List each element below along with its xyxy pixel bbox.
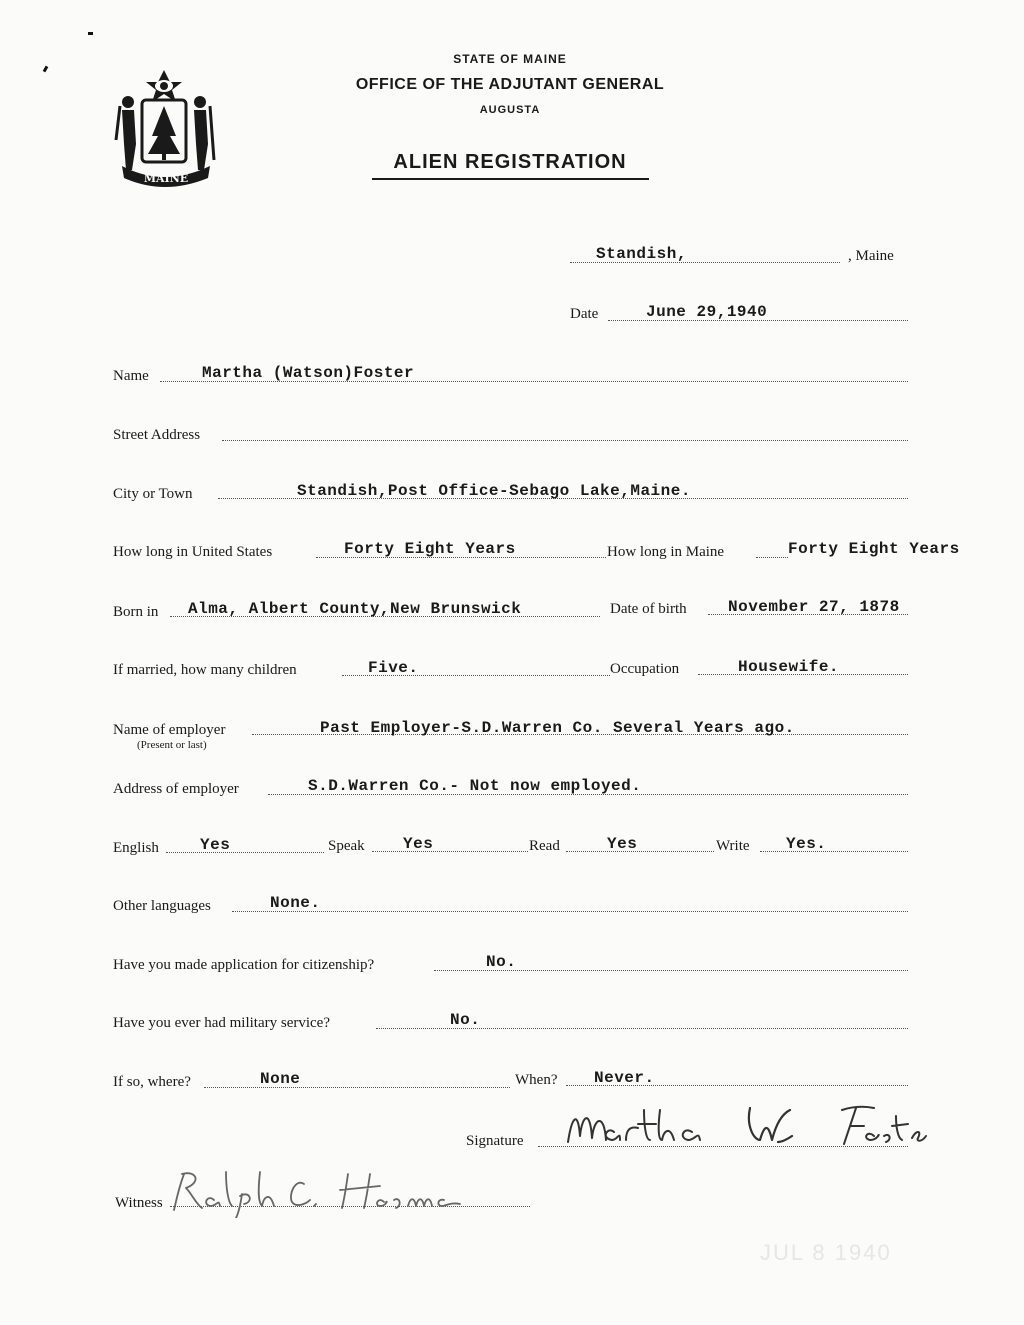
other-languages-line	[232, 911, 908, 912]
maine-state-seal-icon	[112, 66, 220, 190]
applicant-signature	[560, 1096, 932, 1156]
where-label: If so, where?	[113, 1074, 191, 1090]
employer-address-label: Address of employer	[113, 781, 239, 797]
dob-label: Date of birth	[610, 601, 687, 617]
english-label: English	[113, 840, 159, 856]
military-value: No.	[450, 1011, 481, 1029]
speak-line	[372, 851, 528, 852]
state-heading: STATE OF MAINE	[453, 52, 567, 66]
children-value: Five.	[368, 659, 419, 677]
write-line	[760, 851, 908, 852]
employer-label: Name of employer	[113, 722, 226, 738]
signature-text: Martha W Foster	[560, 1096, 567, 1097]
seal-label: MAINE	[143, 172, 189, 185]
english-value: Yes	[200, 836, 231, 854]
citizenship-value: No.	[486, 953, 517, 971]
where-value: None	[260, 1070, 301, 1088]
when-label: When?	[515, 1072, 558, 1088]
when-value: Never.	[594, 1069, 655, 1087]
city-label: City or Town	[113, 486, 193, 502]
name-value: Martha (Watson)Foster	[202, 364, 415, 382]
us-duration-value: Forty Eight Years	[344, 540, 516, 558]
maine-duration-value: Forty Eight Years	[788, 540, 960, 558]
town-value: Standish,	[596, 245, 687, 263]
witness-text: Ralph C. Hosmer	[170, 1164, 177, 1165]
state-label: , Maine	[848, 248, 894, 264]
born-value: Alma, Albert County,New Brunswick	[188, 600, 522, 618]
employer-sublabel: (Present or last)	[137, 739, 207, 751]
occupation-value: Housewife.	[738, 658, 840, 676]
date-value: June 29,1940	[646, 303, 768, 321]
children-label: If married, how many children	[113, 662, 297, 678]
write-label: Write	[716, 838, 750, 854]
employer-value: Past Employer-S.D.Warren Co. Several Years ago.	[320, 719, 795, 737]
ink-speck	[88, 32, 93, 35]
born-label: Born in	[113, 604, 159, 620]
military-label: Have you ever had military service?	[113, 1015, 330, 1031]
read-label: Read	[529, 838, 560, 854]
english-line	[166, 852, 324, 853]
read-value: Yes	[607, 835, 638, 853]
dob-value: November 27, 1878	[728, 598, 900, 616]
signature-label: Signature	[466, 1133, 524, 1149]
office-heading: OFFICE OF THE ADJUTANT GENERAL	[355, 76, 665, 93]
street-line	[222, 440, 908, 441]
read-line	[566, 851, 714, 852]
write-value: Yes.	[786, 835, 827, 853]
citizenship-label: Have you made application for citizenship?	[113, 957, 375, 973]
occupation-label: Occupation	[610, 661, 680, 677]
street-label: Street Address	[113, 427, 201, 443]
where-line	[204, 1087, 510, 1088]
name-label: Name	[113, 368, 149, 384]
city-heading: AUGUSTA	[479, 104, 541, 116]
speak-value: Yes	[403, 835, 434, 853]
employer-address-value: S.D.Warren Co.- Not now employed.	[308, 777, 642, 795]
city-value: Standish,Post Office-Sebago Lake,Maine.	[297, 482, 691, 500]
maine-duration-label: How long in Maine	[607, 544, 725, 560]
witness-signature	[170, 1164, 490, 1218]
form-title: ALIEN REGISTRATION	[393, 151, 627, 173]
witness-label: Witness	[115, 1195, 163, 1211]
other-languages-label: Other languages	[113, 898, 211, 914]
other-languages-value: None.	[270, 894, 321, 912]
date-label: Date	[570, 306, 599, 322]
maine-duration-line	[756, 557, 788, 558]
speak-label: Speak	[328, 838, 365, 854]
ink-speck	[43, 66, 49, 73]
us-duration-label: How long in United States	[113, 544, 273, 560]
received-stamp: JUL 8 1940	[760, 1240, 892, 1265]
title-underline	[372, 178, 649, 180]
